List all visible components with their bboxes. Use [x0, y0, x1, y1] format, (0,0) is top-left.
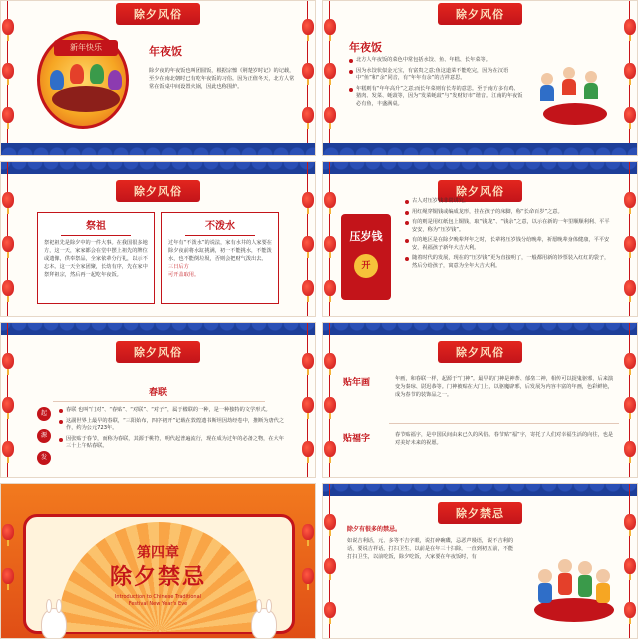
slide-tag: 除夕风俗 — [116, 3, 200, 25]
list-item: 随着时代的发展，现在的“压岁钱”更为直接明了，一般都用新的钞票装入红红的袋子，然后分给孩子，寓意为全年大吉大利。 — [405, 255, 611, 270]
lantern-column-right — [301, 1, 315, 156]
marker-column — [37, 407, 51, 473]
rabbit-ear — [56, 599, 62, 613]
chapter-title: 除夕禁忌 — [109, 565, 206, 590]
marker-badge: 发 — [37, 451, 51, 465]
divider — [185, 235, 255, 236]
list-item: 因为水饺状似金元宝，有富贵之意;鱼这道菜不能吃完，因为在汉语中“鱼”和“余”同音，有“年年有余”的吉祥意思。 — [349, 68, 523, 83]
lantern-icon — [624, 19, 636, 35]
section-heading: 年夜饭 — [349, 41, 382, 54]
slide-lucky-money[interactable] — [322, 161, 638, 317]
section-body: 除夕夜的年夜饭也叫团圆饭，根据宗懔《荆楚岁时记》的记载，至少在南北朝时已有吃年夜饭的习俗。因为正值冬天，北方人常常在饭桌中间设置火锅，因此也称围炉。 — [149, 68, 295, 90]
lantern-icon — [302, 441, 314, 457]
bullet-dot-icon — [349, 88, 353, 92]
lantern-icon — [624, 353, 636, 369]
bullet-dot-icon — [59, 438, 63, 442]
custom-label: 贴福字 — [343, 434, 371, 444]
envelope-title: 压岁钱 — [349, 230, 383, 243]
person-figure — [584, 83, 598, 99]
lantern-column-left — [1, 323, 15, 478]
person-figure — [540, 85, 554, 101]
chapter-number: 第四章 — [137, 545, 179, 561]
list-item: 用红绳穿铜钱或编成龙形，挂在孩子的床脚，称“长命百岁”之意。 — [405, 209, 611, 217]
lantern-icon — [624, 441, 636, 457]
section-subheading: 除夕有很多的禁忌。 — [347, 526, 402, 533]
lantern-icon — [624, 602, 636, 618]
lantern-icon — [324, 280, 336, 296]
red-envelope-illustration — [341, 214, 391, 300]
bullet-dot-icon — [405, 211, 409, 215]
content-box-no-water — [161, 212, 279, 304]
box-title: 不泼水 — [205, 221, 235, 232]
lantern-icon — [624, 236, 636, 252]
list-item: 因张贴于春节，而称为春联，其源于桃符，明代起普遍流行，现在成为过年的必备之物，在大年三十上午贴春联。 — [59, 436, 287, 451]
family-dinner-illustration — [37, 31, 129, 129]
slide-tag: 除夕禁忌 — [438, 502, 522, 524]
taboo-text-block — [347, 524, 517, 561]
list-item: 北方人年夜饭的菜色中常包括水饺、鱼、年糕、长年菜等。 — [349, 57, 523, 65]
lantern-icon — [2, 397, 14, 413]
wave-border — [323, 143, 637, 155]
slide-tag: 除夕风俗 — [438, 341, 522, 363]
person-figure — [90, 64, 104, 84]
lantern-column-left — [323, 162, 337, 317]
lantern-icon — [2, 192, 14, 208]
wave-border-top — [323, 162, 637, 174]
envelope-seal-icon: 开 — [354, 254, 378, 278]
bullet-dot-icon — [349, 70, 353, 74]
lantern-icon — [302, 397, 314, 413]
slide-taboos[interactable] — [322, 483, 638, 639]
lantern-icon — [324, 558, 336, 574]
custom-row-fuzi — [343, 431, 615, 447]
lantern-column-right — [623, 484, 637, 639]
list-item: 年糕则有“年年高升”之意;而长年菜则有长寿的意思。至于南方多有鸡、猪肉、发菜、蚝豉等，因为“发菜蚝豉”与“发财好市”谐音。江南的年夜饭必有鱼，丰盛满桌。 — [349, 86, 523, 109]
dinner-table — [52, 86, 120, 112]
slide-spring-couplets[interactable] — [0, 322, 316, 478]
wave-border-top — [323, 323, 637, 335]
lantern-icon — [302, 353, 314, 369]
dinner-table — [543, 103, 607, 125]
lantern-icon — [2, 441, 14, 457]
list-item: 有的则是用红纸包上铜钱，取“钱龙”、“钱余”之意，以示在新的一年里顺顺利利、平平安安，称为“压岁钱”。 — [405, 219, 611, 234]
person-figure — [108, 70, 122, 90]
lantern-icon — [624, 192, 636, 208]
bullet-list — [405, 198, 611, 273]
lantern-column-right — [623, 323, 637, 478]
list-item: 古人对压岁钱非常讲究。 — [405, 198, 611, 206]
divider — [53, 401, 265, 402]
divider — [61, 235, 131, 236]
lantern-icon — [624, 514, 636, 530]
custom-row-nianhua — [343, 375, 615, 399]
box-text: 祭祀祖先是除夕中的一件大事。在我国很多地方，这一天，家家都会在堂中摆上祖先的牌位或遗像，供奉祭品，全家依辈分行礼，以示不忘本。这一天全家团聚，长幼有序，先在家中祭拜祖宗，然后再一起吃年夜饭。 — [44, 240, 148, 278]
bullet-dot-icon — [405, 221, 409, 225]
lantern-icon — [324, 441, 336, 457]
lantern-column-right — [301, 323, 315, 478]
rabbit-ear — [266, 599, 272, 613]
lantern-column-left — [323, 1, 337, 156]
box-text: 过年有“不泼水”的说法，家有水井的人家要在除夕夜前将水缸挑满，初一不能挑水，不能泼水，也不能倒垃圾，否则会把财气泼出去。 — [168, 240, 272, 262]
bullet-dot-icon — [59, 420, 63, 424]
wave-border-top — [323, 484, 637, 496]
bullet-list — [349, 57, 523, 111]
lantern-column-left — [1, 162, 15, 317]
list-item: 春联 也叫“门对”、“春贴”、“对联”、“对子”，属于楹联的一种，是一种独特的文学形式。 — [59, 407, 287, 415]
box-title: 祭祖 — [86, 221, 106, 232]
person-head — [563, 67, 575, 79]
section-body: 如说吉利话，元、多等不吉字眼，说打碎碗碟，忌恶声谩语，说不吉利的话，要说吉祥话。打扫卫生，以前是在年三十扫除，一直到初五前，不能打扫卫生，以前吃饭，除夕吃饭，大家要在年夜饭时，有 — [347, 538, 514, 560]
bullet-dot-icon — [405, 257, 409, 261]
section-heading: 年夜饭 — [149, 45, 182, 58]
lantern-column-left — [323, 323, 337, 478]
rabbit-icon — [251, 608, 277, 639]
lantern-icon — [2, 63, 14, 79]
wave-border — [1, 143, 315, 155]
rabbit-ear — [256, 599, 262, 613]
content-box-ancestor — [37, 212, 155, 304]
lantern-icon — [624, 63, 636, 79]
lantern-icon — [302, 524, 314, 540]
lantern-column-right — [623, 162, 637, 317]
lantern-column-left — [1, 1, 15, 156]
lantern-icon — [324, 602, 336, 618]
section-heading: 春联 — [148, 388, 167, 398]
slide-new-year-dinner-2[interactable] — [322, 0, 638, 156]
lantern-icon — [624, 558, 636, 574]
lantern-icon — [2, 353, 14, 369]
lantern-icon — [624, 280, 636, 296]
bullet-list — [59, 407, 287, 454]
slide-chapter-four-cover[interactable] — [0, 483, 316, 639]
slide-ancestor-worship[interactable] — [0, 161, 316, 317]
lantern-icon — [2, 19, 14, 35]
bullet-dot-icon — [59, 409, 63, 413]
custom-text: 年画，和春联一样，起源于“门神”。最早的门神是神荼、郁垒二神，相传可以捉鬼驱邪，后来演变为秦琼、尉迟恭等。门神被贴在大门上，以驱魔辟邪，后发展为内容丰富的年画，色彩鲜艳，成为春节的装饰品之一。 — [395, 376, 614, 398]
custom-label: 贴年画 — [343, 378, 371, 388]
family-dinner-illustration — [533, 63, 617, 129]
lantern-icon — [324, 397, 336, 413]
lantern-icon — [2, 524, 14, 540]
lantern-icon — [324, 353, 336, 369]
lantern-icon — [324, 514, 336, 530]
lantern-icon — [324, 63, 336, 79]
bullet-dot-icon — [349, 59, 353, 63]
lantern-icon — [2, 280, 14, 296]
lantern-icon — [302, 19, 314, 35]
person-figure — [70, 64, 84, 84]
lantern-icon — [324, 236, 336, 252]
new-year-badge: 新年快乐 — [54, 40, 118, 56]
lantern-icon — [324, 19, 336, 35]
slide-tag: 除夕风俗 — [116, 341, 200, 363]
slide-tag: 除夕风俗 — [438, 180, 522, 202]
box-note: 可开盖取用。 — [168, 272, 200, 278]
lantern-icon — [302, 192, 314, 208]
wave-border-top — [1, 162, 315, 174]
lantern-column-left — [323, 484, 337, 639]
lantern-icon — [324, 192, 336, 208]
lantern-icon — [2, 236, 14, 252]
rabbit-icon — [41, 608, 67, 639]
person-head — [541, 73, 553, 85]
wave-border-top — [1, 323, 315, 335]
slide-tag: 除夕风俗 — [438, 3, 522, 25]
lantern-icon — [302, 63, 314, 79]
family-svg — [529, 546, 619, 626]
lantern-column-right — [623, 1, 637, 156]
list-item: 这副世界上最早的春联，“三阳始布，四序初开”记载在敦煌遗书斯坦因劫经卷中，推断为唐代之作，约为公元723年。 — [59, 418, 287, 433]
slide-new-year-dinner-1[interactable] — [0, 0, 316, 156]
lantern-icon — [624, 397, 636, 413]
person-head — [585, 71, 597, 83]
marker-badge: 源 — [37, 429, 51, 443]
marker-badge: 起 — [37, 407, 51, 421]
family-gathering-illustration — [529, 546, 619, 626]
custom-text: 春节贴福字，是中国民间由来已久的风俗。春节贴“福”字，寄托了人们对幸福生活的向往，也是对美好未来的祝愿。 — [395, 432, 614, 446]
lantern-column-right — [301, 162, 315, 317]
slide-new-year-pictures[interactable] — [322, 322, 638, 478]
bullet-dot-icon — [405, 200, 409, 204]
lantern-icon — [624, 107, 636, 123]
bullet-dot-icon — [405, 239, 409, 243]
lantern-icon — [302, 280, 314, 296]
slide-tag: 除夕风俗 — [116, 180, 200, 202]
person-figure — [562, 79, 576, 95]
person-figure — [50, 70, 64, 90]
lantern-icon — [302, 107, 314, 123]
lantern-icon — [2, 107, 14, 123]
divider — [389, 423, 619, 424]
lantern-icon — [302, 236, 314, 252]
english-subtitle-line: Introduction to Chinese Traditional — [114, 594, 202, 600]
rabbit-ear — [46, 599, 52, 613]
box-note: 三日后方 — [168, 264, 189, 270]
list-item: 有的地区是在除夕晚辈拜年之时，长辈将压岁钱分给晚辈，祈愿晚辈身体健康，平平安安，祝福孩子新年大吉大利。 — [405, 237, 611, 252]
english-subtitle-line: Festival New Year's Eve — [128, 601, 188, 607]
lantern-icon — [324, 107, 336, 123]
